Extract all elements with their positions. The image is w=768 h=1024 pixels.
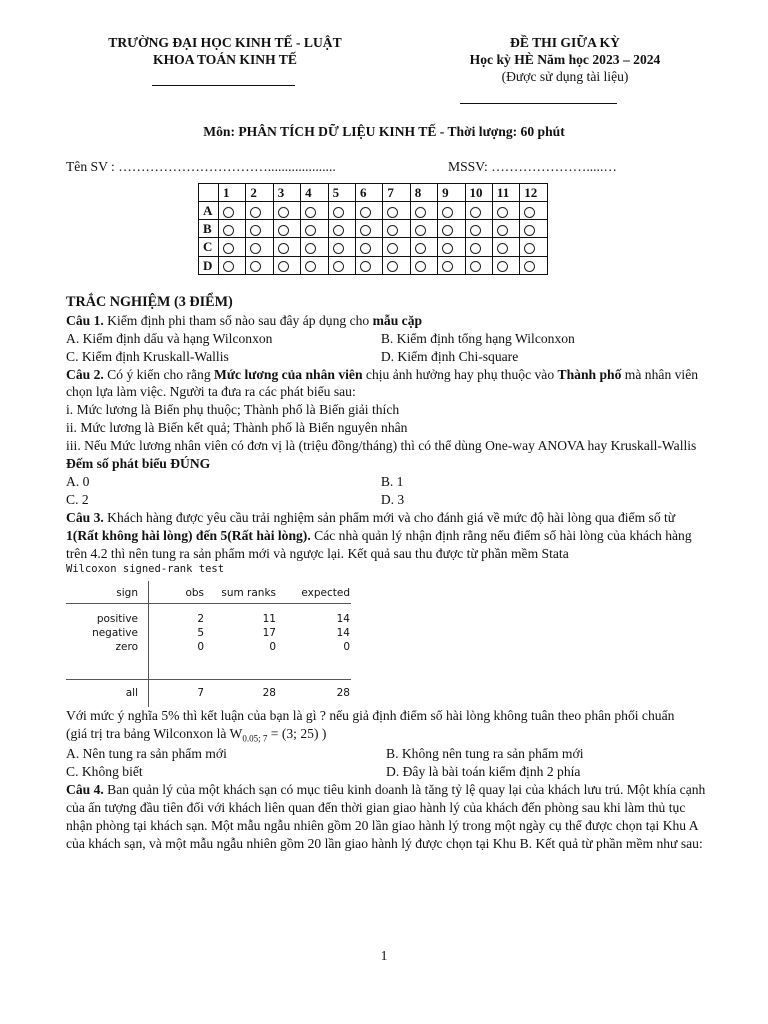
answer-bubble-icon[interactable] (333, 261, 344, 272)
stata-total-expected: 28 (336, 686, 350, 699)
header-right-underline (460, 103, 617, 104)
answer-bubble-cell[interactable] (273, 202, 300, 220)
answer-bubble-cell[interactable] (520, 238, 547, 256)
university-name: TRƯỜNG ĐẠI HỌC KINH TẾ - LUẬT (108, 35, 342, 50)
q1-option-d[interactable]: D. Kiểm định Chi-square (380, 348, 519, 364)
grid-col-header: 9 (438, 184, 465, 202)
answer-bubble-cell[interactable] (383, 202, 410, 220)
stata-total-sum: 28 (262, 686, 276, 699)
answer-bubble-cell[interactable] (246, 256, 273, 274)
q2-option-d[interactable]: D. 3 (380, 492, 405, 508)
answer-bubble-icon[interactable] (497, 261, 508, 272)
grid-col-header: 5 (328, 184, 355, 202)
answer-bubble-icon[interactable] (470, 243, 481, 254)
answer-bubble-icon[interactable] (223, 225, 234, 236)
answer-bubble-icon[interactable] (524, 225, 535, 236)
student-name-field: Tên SV : …………………………….................... (66, 159, 336, 174)
stata-row-sum: 17 (262, 626, 276, 639)
q3-option-d[interactable]: D. Đây là bài toán kiểm định 2 phía (386, 764, 581, 780)
answer-bubble-icon[interactable] (223, 243, 234, 254)
answer-bubble-icon[interactable] (387, 207, 398, 218)
answer-bubble-icon[interactable] (360, 207, 371, 218)
answer-bubble-cell[interactable] (383, 256, 410, 274)
answer-bubble-icon[interactable] (524, 243, 535, 254)
q2-options-row-1 (66, 473, 706, 491)
stata-row-obs: 0 (197, 640, 204, 653)
stata-divider-vertical (148, 581, 149, 707)
answer-bubble-icon[interactable] (360, 243, 371, 254)
answer-bubble-cell[interactable] (410, 238, 437, 256)
answer-bubble-icon[interactable] (524, 261, 535, 272)
answer-bubble-cell[interactable] (438, 238, 465, 256)
answer-bubble-icon[interactable] (250, 207, 261, 218)
q3-question: Với mức ý nghĩa 5% thì kết luận của bạn là gì ? nếu giả định điểm số hài lòng không tuân theo phân phối chuẩn (66, 707, 675, 723)
answer-bubble-icon[interactable] (305, 243, 316, 254)
answer-bubble-cell[interactable] (246, 202, 273, 220)
stata-title: Wilcoxon signed-rank test (66, 562, 225, 575)
answer-bubble-icon[interactable] (333, 225, 344, 236)
answer-bubble-cell[interactable] (438, 256, 465, 274)
answer-bubble-icon[interactable] (470, 261, 481, 272)
answer-bubble-icon[interactable] (442, 261, 453, 272)
exam-note: (Được sử dụng tài liệu) (501, 69, 629, 84)
answer-bubble-icon[interactable] (387, 261, 398, 272)
answer-bubble-cell[interactable] (465, 220, 492, 238)
answer-bubble-cell[interactable] (492, 220, 519, 238)
answer-bubble-icon[interactable] (415, 243, 426, 254)
q2-count-prompt: Đếm số phát biểu ĐÚNG (66, 456, 211, 472)
answer-bubble-cell[interactable] (410, 256, 437, 274)
answer-bubble-cell[interactable] (328, 256, 355, 274)
stata-row-expected: 14 (336, 612, 350, 625)
semester: Học kỳ HÈ Năm học 2023 – 2024 (469, 52, 661, 67)
grid-col-header: 7 (383, 184, 410, 202)
answer-bubble-icon[interactable] (497, 225, 508, 236)
q2-option-c[interactable]: C. 2 (66, 492, 89, 508)
stata-row-obs: 5 (197, 626, 204, 639)
grid-row-label: C (199, 238, 219, 256)
answer-bubble-cell[interactable] (492, 256, 519, 274)
stata-header-expected: expected (301, 586, 350, 599)
q2-statement-iii: iii. Nếu Mức lương nhân viên có đơn vị là (triệu đồng/tháng) thì có thể dùng One-way ANOVA hay Kruskall-Wallis (66, 438, 697, 454)
answer-bubble-cell[interactable] (465, 238, 492, 256)
grid-col-header: 2 (246, 184, 273, 202)
header-left (85, 34, 365, 68)
q2-statement-i: i. Mức lương là Biến phụ thuộc; Thành phố là Biến giải thích (66, 402, 400, 418)
answer-bubble-cell[interactable] (301, 220, 328, 238)
student-id-field: MSSV: ………………….....… (448, 159, 617, 174)
answer-bubble-icon[interactable] (470, 225, 481, 236)
stata-row-expected: 14 (336, 626, 350, 639)
answer-bubble-cell[interactable] (328, 238, 355, 256)
answer-bubble-cell[interactable] (273, 256, 300, 274)
answer-bubble-cell[interactable] (520, 202, 547, 220)
answer-bubble-cell[interactable] (219, 256, 246, 274)
stata-row-sum: 0 (269, 640, 276, 653)
answer-bubble-cell[interactable] (355, 202, 382, 220)
question-1: Câu 1. Kiểm định phi tham số nào sau đây áp dụng cho mẫu cặp (66, 312, 423, 328)
answer-bubble-icon[interactable] (415, 207, 426, 218)
q3-option-c[interactable]: C. Không biết (66, 764, 143, 780)
q2-statement-ii: ii. Mức lương là Biến kết quả; Thành phố là Biến nguyên nhân (66, 420, 408, 436)
answer-bubble-cell[interactable] (383, 220, 410, 238)
answer-bubble-icon[interactable] (497, 243, 508, 254)
faculty-name: KHOA TOÁN KINH TẾ (153, 52, 297, 67)
exam-title: ĐỀ THI GIỮA KỲ (510, 35, 620, 50)
answer-bubble-cell[interactable] (273, 220, 300, 238)
grid-row-label: B (199, 220, 219, 238)
grid-col-header: 3 (273, 184, 300, 202)
grid-row-label: A (199, 202, 219, 220)
answer-bubble-cell[interactable] (219, 202, 246, 220)
answer-grid-row (199, 220, 548, 238)
stata-total-obs: 7 (197, 686, 204, 699)
answer-bubble-icon[interactable] (278, 207, 289, 218)
q3-option-b[interactable]: B. Không nên tung ra sản phẩm mới (386, 746, 584, 762)
q2-options-row-2 (66, 491, 706, 509)
answer-bubble-cell[interactable] (219, 238, 246, 256)
grid-col-header: 1 (219, 184, 246, 202)
answer-bubble-icon[interactable] (497, 207, 508, 218)
stata-row-label: negative (92, 626, 138, 639)
section-title: TRẮC NGHIỆM (3 ĐIỂM) (66, 294, 233, 310)
answer-bubble-cell[interactable] (492, 238, 519, 256)
answer-bubble-cell[interactable] (465, 202, 492, 220)
grid-col-header: 10 (465, 184, 492, 202)
stata-row-sum: 11 (262, 612, 276, 625)
answer-bubble-icon[interactable] (524, 207, 535, 218)
q1-option-a[interactable]: A. Kiểm định dấu và hạng Wilconxon (66, 330, 273, 346)
answer-bubble-cell[interactable] (301, 202, 328, 220)
answer-bubble-cell[interactable] (410, 220, 437, 238)
answer-bubble-cell[interactable] (492, 202, 519, 220)
answer-bubble-icon[interactable] (223, 207, 234, 218)
answer-bubble-cell[interactable] (410, 202, 437, 220)
stata-divider-top (66, 603, 351, 604)
q3-options-row-1 (66, 745, 706, 763)
question-2: Câu 2. Có ý kiến cho rằng Mức lương của nhân viên chịu ảnh hưởng hay phụ thuộc vào Thành phố mà nhân viên chọn lựa làm việc. Người ta đưa ra các phát biểu sau: (66, 366, 699, 400)
answer-grid-row (199, 202, 548, 220)
answer-bubble-icon[interactable] (305, 261, 316, 272)
stata-header-obs: obs (185, 586, 204, 599)
answer-bubble-icon[interactable] (360, 225, 371, 236)
answer-bubble-cell[interactable] (219, 220, 246, 238)
answer-bubble-icon[interactable] (415, 261, 426, 272)
answer-bubble-icon[interactable] (442, 225, 453, 236)
answer-grid-header (199, 184, 548, 202)
grid-col-header: 12 (520, 184, 547, 202)
answer-bubble-cell[interactable] (438, 202, 465, 220)
answer-bubble-cell[interactable] (328, 202, 355, 220)
header-left-underline (152, 85, 295, 86)
answer-bubble-icon[interactable] (442, 243, 453, 254)
stata-row-obs: 2 (197, 612, 204, 625)
question-4: Câu 4. Ban quản lý của một khách sạn có mục tiêu kinh doanh là tăng tỷ lệ quay lại của khách lưu trú. Một khía cạnh của ấn tượng đầu tiên đối với khách liên quan đến thời gian giao hành lý của khách đến phòng sau khi làm thủ tục nhận phòng tại khách sạn. Một mẫu ngẫu nhiên gồm 20 lần giao hành lý trong một ngày cụ thể được chọn tại Khu A của khách sạn, và một mẫu ngẫu nhiên gồm 20 lần giao hành lý được chọn tại Khu B. Kết quả từ phần mềm như sau: (66, 782, 706, 851)
answer-bubble-cell[interactable] (301, 256, 328, 274)
q3-option-a[interactable]: A. Nên tung ra sản phẩm mới (66, 746, 227, 762)
answer-bubble-cell[interactable] (438, 220, 465, 238)
q3-options-row-2 (66, 763, 706, 781)
exam-content (66, 293, 706, 853)
answer-bubble-cell[interactable] (355, 256, 382, 274)
answer-bubble-cell[interactable] (301, 238, 328, 256)
subject-line: Môn: PHÂN TÍCH DỮ LIỆU KINH TẾ - Thời lượng: 60 phút (203, 124, 565, 139)
answer-grid (198, 183, 548, 275)
answer-bubble-cell[interactable] (355, 238, 382, 256)
grid-col-header: 11 (492, 184, 519, 202)
answer-bubble-icon[interactable] (333, 207, 344, 218)
stata-output-table (66, 581, 356, 707)
answer-bubble-icon[interactable] (387, 243, 398, 254)
answer-bubble-cell[interactable] (246, 220, 273, 238)
stata-divider-bottom (66, 679, 351, 680)
answer-bubble-icon[interactable] (223, 261, 234, 272)
grid-col-header: 4 (301, 184, 328, 202)
answer-bubble-cell[interactable] (246, 238, 273, 256)
answer-bubble-icon[interactable] (278, 243, 289, 254)
answer-bubble-icon[interactable] (305, 225, 316, 236)
page-number: 1 (380, 948, 388, 963)
answer-bubble-icon[interactable] (278, 261, 289, 272)
q1-options-row-1 (66, 330, 706, 348)
answer-bubble-icon[interactable] (387, 225, 398, 236)
answer-bubble-icon[interactable] (250, 261, 261, 272)
answer-bubble-cell[interactable] (328, 220, 355, 238)
answer-bubble-cell[interactable] (520, 256, 547, 274)
stata-row-expected: 0 (343, 640, 350, 653)
stata-row-label: positive (96, 612, 138, 625)
answer-bubble-icon[interactable] (333, 243, 344, 254)
answer-grid-row (199, 256, 548, 274)
stata-header-sum-ranks: sum ranks (221, 586, 276, 599)
header-right (400, 34, 730, 85)
stata-total-label: all (125, 686, 138, 699)
q1-option-b[interactable]: B. Kiểm định tổng hạng Wilconxon (380, 330, 575, 346)
answer-bubble-cell[interactable] (520, 220, 547, 238)
grid-corner (199, 184, 219, 202)
grid-row-label: D (199, 256, 219, 274)
answer-bubble-icon[interactable] (305, 207, 316, 218)
answer-bubble-icon[interactable] (360, 261, 371, 272)
stata-header-sign: sign (116, 586, 138, 599)
stata-row-label: zero (115, 640, 138, 653)
answer-bubble-icon[interactable] (415, 225, 426, 236)
q1-options-row-2 (66, 348, 706, 366)
answer-bubble-icon[interactable] (470, 207, 481, 218)
answer-bubble-cell[interactable] (383, 238, 410, 256)
answer-bubble-icon[interactable] (442, 207, 453, 218)
q1-option-c[interactable]: C. Kiểm định Kruskall-Wallis (66, 348, 229, 364)
grid-col-header: 6 (355, 184, 382, 202)
q2-option-a[interactable]: A. 0 (66, 474, 90, 490)
answer-grid-row (199, 238, 548, 256)
answer-bubble-cell[interactable] (273, 238, 300, 256)
q3-table-value: (giá trị tra bảng Wilconxon là $W_{0.05; 7} = (3$; 25) ) (66, 725, 327, 744)
grid-col-header: 8 (410, 184, 437, 202)
q2-option-b[interactable]: B. 1 (380, 474, 404, 490)
answer-bubble-icon[interactable] (278, 225, 289, 236)
answer-bubble-icon[interactable] (250, 225, 261, 236)
question-3: Câu 3. Khách hàng được yêu cầu trải nghiệm sản phẩm mới và cho đánh giá về mức độ hài lòng qua điểm số từ 1(Rất không hài lòng) đến 5(Rất hài lòng). Các nhà quản lý nhận định rằng nếu điểm số hài lòng của khách hàng trên 4.2 thì nên tung ra sản phẩm mới và ngược lại. Kết quả sau thu được từ phần mềm Stata (66, 510, 692, 561)
answer-bubble-cell[interactable] (355, 220, 382, 238)
answer-bubble-cell[interactable] (465, 256, 492, 274)
answer-bubble-icon[interactable] (250, 243, 261, 254)
